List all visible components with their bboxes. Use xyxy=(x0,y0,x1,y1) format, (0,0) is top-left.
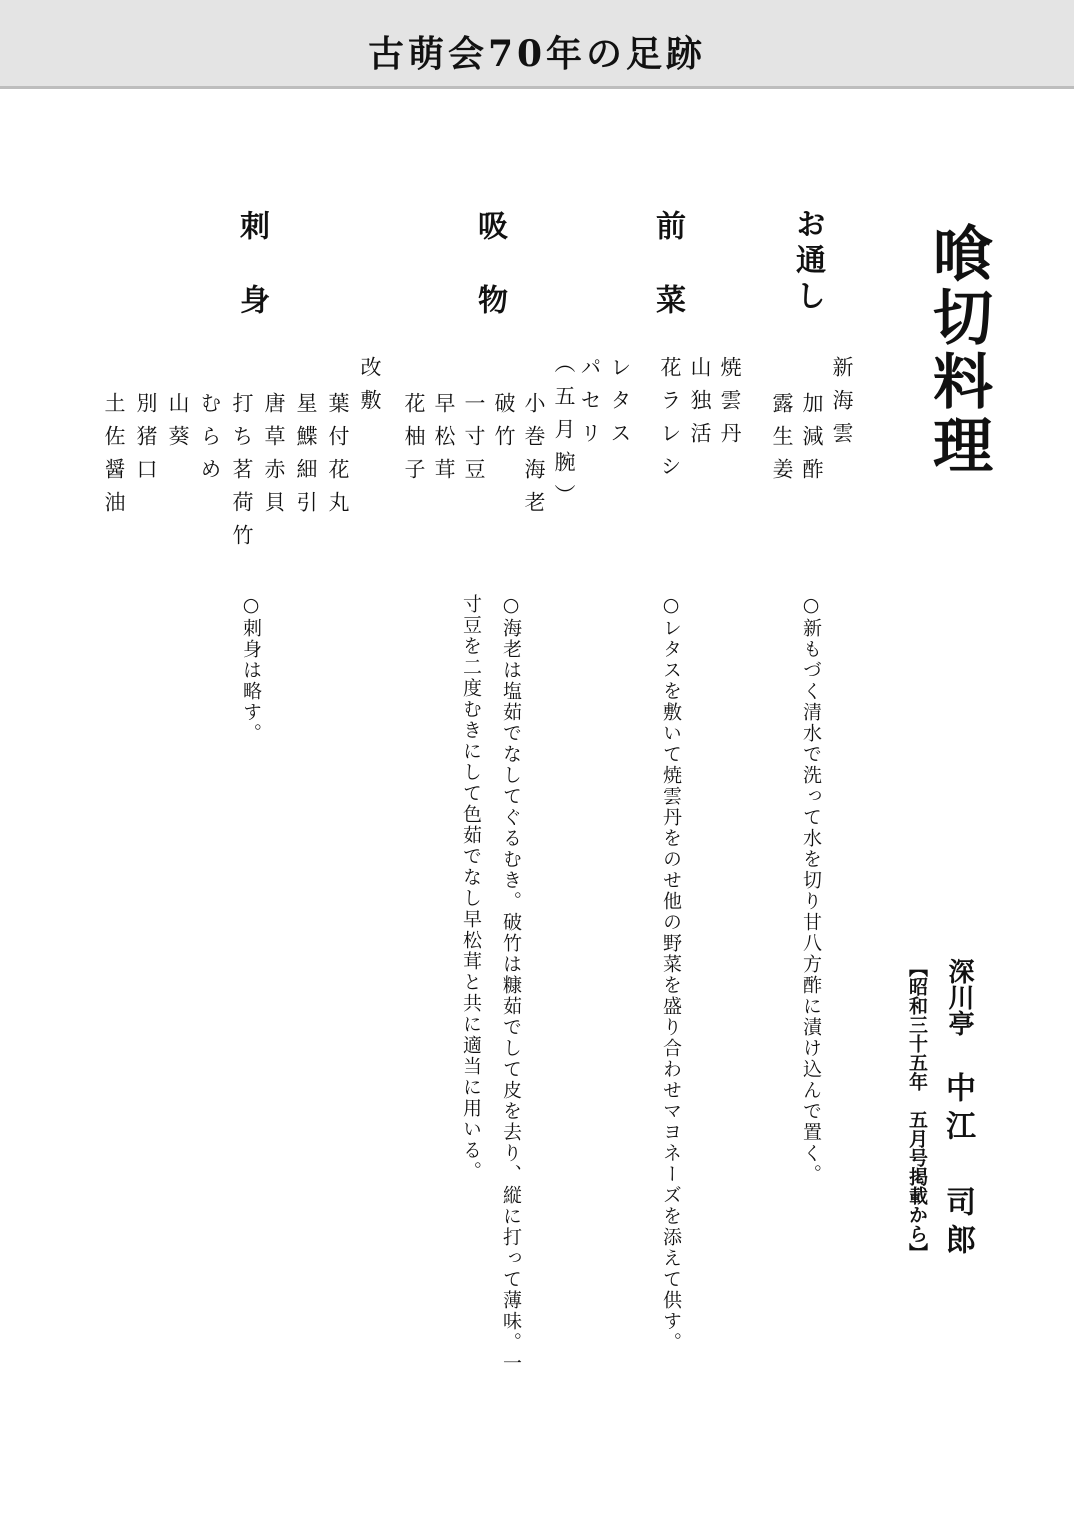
article-title: 喰切料理 xyxy=(923,222,993,478)
source-note: 【昭和三十五年 五月号掲載から】 xyxy=(906,958,928,1262)
course-heading-zensai: 前菜 xyxy=(650,210,685,358)
dish-item: 山独活 xyxy=(688,356,712,455)
dish-item: 唐草赤貝 xyxy=(262,392,286,524)
dish-item: レタス xyxy=(608,356,632,455)
course-heading-otoshi: お通し xyxy=(790,208,825,316)
course-note: ○レタスを敷いて焼雲丹をのせ他の野菜を盛り合わせマヨネーズを添えて供す。 xyxy=(660,594,682,1353)
dish-item: 改敷 xyxy=(358,356,382,422)
dish-item: 別猪口 xyxy=(134,392,158,491)
course-note-line: 寸豆を二度むきにして色茹でなし早松茸と共に適当に用いる。 xyxy=(460,594,482,1182)
course-note: ○新もづく清水で洗って水を切り甘八方酢に漬け込んで置く。 xyxy=(800,594,822,1185)
dish-item: 露生姜 xyxy=(770,392,794,491)
course-note-line: ○海老は塩茹でなしてぐるむき。破竹は糠茹でして皮を去り、縦に打って薄味。一 xyxy=(500,594,522,1374)
dish-item: 破竹 xyxy=(492,392,516,458)
dish-item: （五月腕） xyxy=(552,352,576,517)
dish-item: 早松茸 xyxy=(432,392,456,491)
dish-item: 花ラレシ xyxy=(658,356,682,488)
chef-name: 中江 司郎 xyxy=(940,1072,975,1262)
header-title: 古萌会70年の足跡 xyxy=(367,33,707,75)
dish-item: 花柚子 xyxy=(402,392,426,491)
course-note: ○刺身は略す。 xyxy=(240,594,262,744)
dish-item: 土佐醤油 xyxy=(102,392,126,524)
dish-item: 加減酢 xyxy=(800,392,824,491)
course-heading-sashimi: 刺身 xyxy=(234,210,269,358)
course-heading-suimono: 吸物 xyxy=(472,210,507,358)
shop-name: 深川亭 xyxy=(944,958,974,1036)
dish-item: 小巻海老 xyxy=(522,392,546,524)
dish-item: 打ち茗荷竹 xyxy=(230,392,254,557)
dish-item: 山葵 xyxy=(166,392,190,458)
dish-item: 星鰈細引 xyxy=(294,392,318,524)
dish-item: パセリ xyxy=(578,356,602,455)
dish-item: 葉付花丸 xyxy=(326,392,350,524)
dish-item: むらめ xyxy=(198,392,222,491)
header-band xyxy=(0,0,1074,89)
dish-item: 一寸豆 xyxy=(462,392,486,491)
dish-item: 焼雲丹 xyxy=(718,356,742,455)
dish-item: 新海雲 xyxy=(830,356,854,455)
